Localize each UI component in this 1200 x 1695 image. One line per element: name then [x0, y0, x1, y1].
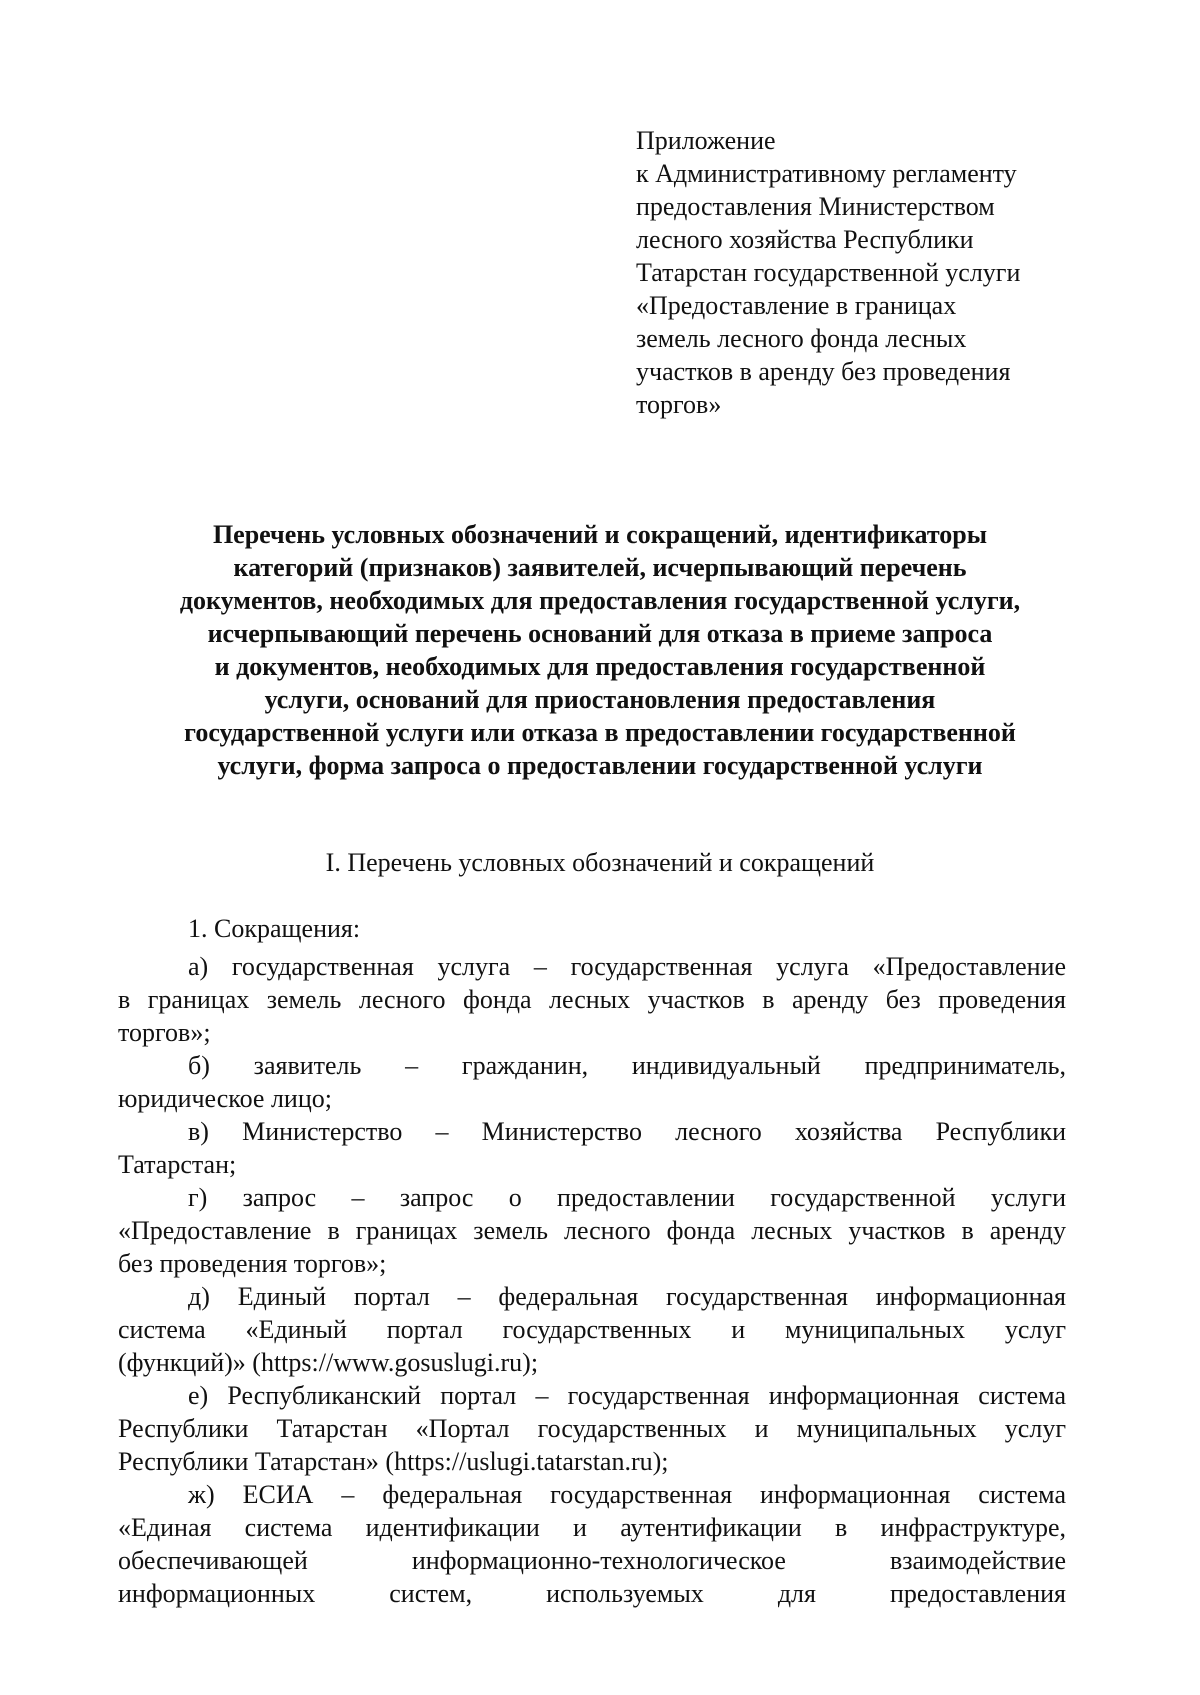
abbreviation-item	[118, 1280, 1066, 1379]
text-line: в границах земель лесного фонда лесных участков в аренду без проведения	[118, 985, 1066, 1014]
title-line: услуги, форма запроса о предоставлении государственной услуги	[217, 751, 983, 780]
abbreviation-item	[118, 1115, 1066, 1181]
appendix-line: торгов»	[636, 390, 722, 419]
text-line: информационных систем, используемых для предоставления	[118, 1579, 1066, 1608]
title-line: исчерпывающий перечень оснований для отказа в приеме запроса	[207, 619, 993, 648]
text-line: юридическое лицо;	[118, 1084, 332, 1113]
text-line: (функций)» (https://www.gosuslugi.ru);	[118, 1348, 539, 1377]
text-line: б) заявитель – гражданин, индивидуальный предприниматель,	[188, 1051, 1066, 1080]
text-line: без проведения торгов»;	[118, 1249, 387, 1278]
text-line: в) Министерство – Министерство лесного хозяйства Республики	[188, 1117, 1066, 1146]
appendix-line: к Административному регламенту	[636, 159, 1017, 188]
section-heading: I. Перечень условных обозначений и сокращений	[325, 848, 875, 877]
appendix-line: Татарстан государственной услуги	[636, 258, 1021, 287]
text-line: Республики Татарстан «Портал государственных и муниципальных услуг	[118, 1414, 1066, 1443]
text-line: Татарстан;	[118, 1150, 237, 1179]
appendix-line: лесного хозяйства Республики	[636, 225, 974, 254]
appendix-line: земель лесного фонда лесных	[636, 324, 967, 353]
title-line: категорий (признаков) заявителей, исчерпывающий перечень	[233, 553, 967, 582]
appendix-line: предоставления Министерством	[636, 192, 995, 221]
title-line: и документов, необходимых для предоставления государственной	[214, 652, 986, 681]
abbreviation-item	[118, 1049, 1066, 1115]
appendix-line: «Предоставление в границах	[636, 291, 957, 320]
text-line: г) запрос – запрос о предоставлении государственной услуги	[188, 1183, 1066, 1212]
abbreviation-item	[118, 950, 1066, 1049]
abbreviation-item	[118, 1478, 1066, 1610]
abbreviation-item	[118, 1379, 1066, 1478]
text-line: обеспечивающей информационно-технологическое взаимодействие	[118, 1546, 1066, 1575]
document-title	[100, 518, 1100, 782]
title-line: Перечень условных обозначений и сокращений, идентификаторы	[212, 520, 988, 549]
section-body	[118, 912, 1066, 1610]
text-line: е) Республиканский портал – государственная информационная система	[188, 1381, 1066, 1410]
text-line: торгов»;	[118, 1018, 211, 1047]
title-line: государственной услуги или отказа в предоставлении государственной	[184, 718, 1016, 747]
abbreviations-heading	[118, 912, 1066, 945]
appendix-line: участков в аренду без проведения	[636, 357, 1011, 386]
appendix-line: Приложение	[636, 126, 776, 155]
appendix-header	[636, 124, 1076, 421]
text-line: «Единая система идентификации и аутентификации в инфраструктуре,	[118, 1513, 1066, 1542]
title-line: услуги, оснований для приостановления предоставления	[264, 685, 936, 714]
text-line: 1. Сокращения:	[188, 914, 361, 943]
text-line: «Предоставление в границах земель лесного фонда лесных участков в аренду	[118, 1216, 1066, 1245]
abbreviation-item	[118, 1181, 1066, 1280]
text-line: система «Единый портал государственных и муниципальных услуг	[118, 1315, 1066, 1344]
text-line: а) государственная услуга – государственная услуга «Предоставление	[188, 952, 1066, 981]
text-line: ж) ЕСИА – федеральная государственная информационная система	[188, 1480, 1066, 1509]
text-line: д) Единый портал – федеральная государственная информационная	[188, 1282, 1066, 1311]
title-line: документов, необходимых для предоставления государственной услуги,	[179, 586, 1021, 615]
text-line: Республики Татарстан» (https://uslugi.tatarstan.ru);	[118, 1447, 669, 1476]
